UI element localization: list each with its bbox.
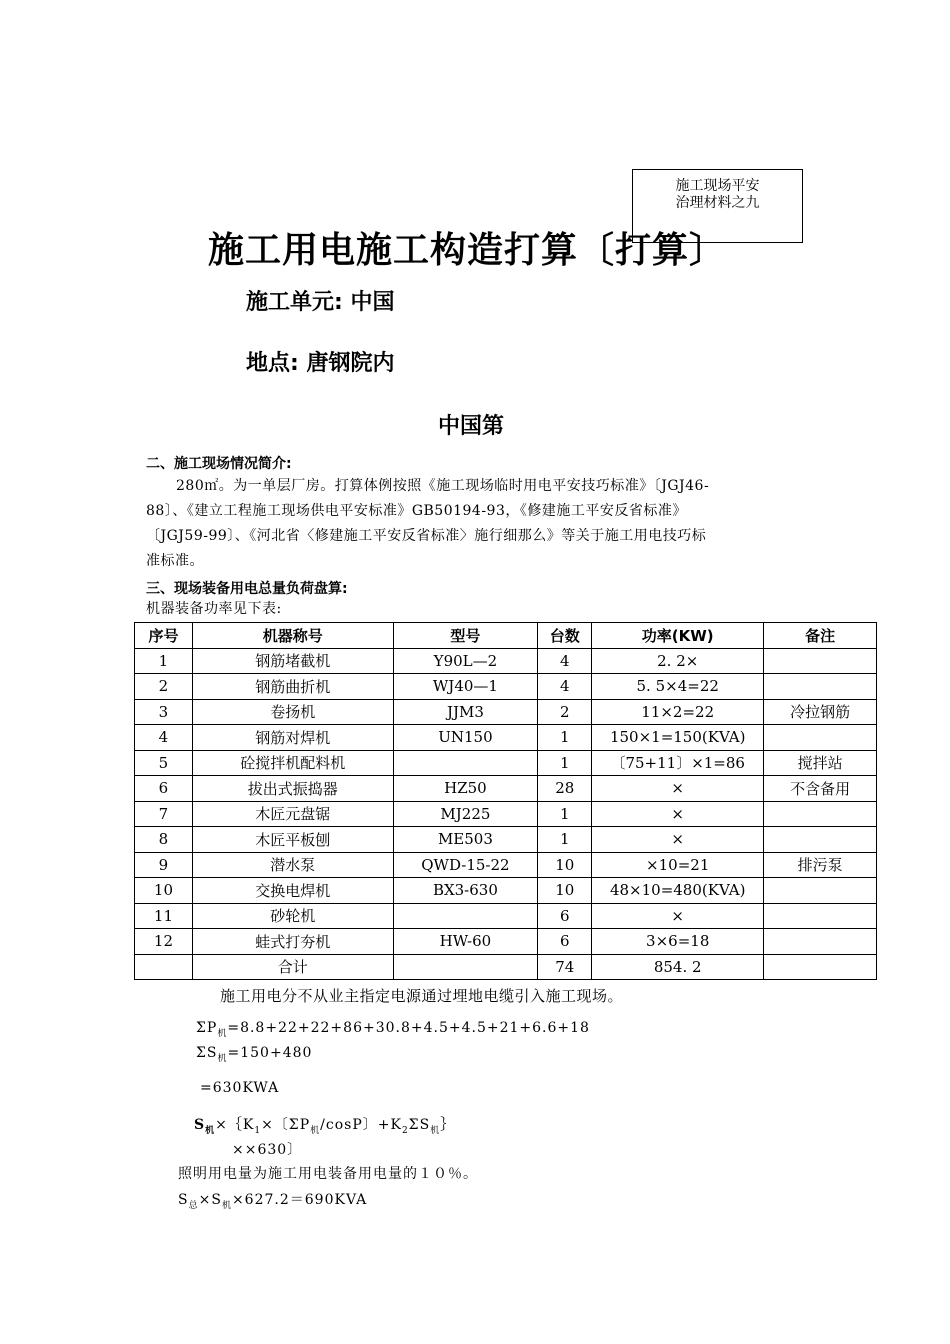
document-tag-line-2: 治理材料之九 xyxy=(675,195,760,211)
cell-model: HW-60 xyxy=(393,929,538,955)
cell-index: 11 xyxy=(135,903,193,929)
formula-text: ｝ xyxy=(440,1117,456,1133)
cell-quantity: 4 xyxy=(538,648,592,674)
cell-power: 48×10=480(KVA) xyxy=(592,878,764,904)
table-row xyxy=(135,827,877,853)
table-intro: 机器装备功率见下表: xyxy=(146,601,282,617)
cell-index: 8 xyxy=(135,827,193,853)
equipment-table xyxy=(134,622,877,980)
formula-text: ×627.2＝690KVA xyxy=(231,1192,368,1208)
cell-quantity: 6 xyxy=(538,903,592,929)
cell-power: × xyxy=(592,903,764,929)
formula-sum-s xyxy=(196,1045,312,1064)
formula-continuation: ××630〕 xyxy=(232,1142,303,1158)
cell-index: 5 xyxy=(135,750,193,776)
formula-subscript: 总 xyxy=(188,1200,199,1211)
cell-power: 150×1=150(KVA) xyxy=(592,725,764,751)
cell-model: UN150 xyxy=(393,725,538,751)
formula-sum-p xyxy=(196,1020,590,1039)
location: 地点: 唐钢院内 xyxy=(246,351,395,376)
cell-model xyxy=(393,903,538,929)
cell-index: 4 xyxy=(135,725,193,751)
formula-text: ×S xyxy=(198,1192,222,1208)
formula-text: ×｛K xyxy=(215,1117,255,1133)
paragraph-line: 88〕、《建立工程施工现场供电平安标准》GB50194-93，《修建施工平安反省标准》 xyxy=(146,503,687,519)
cell-model: QWD-15-22 xyxy=(393,852,538,878)
cell-remarks xyxy=(764,954,877,980)
cell-model: Y90L—2 xyxy=(393,648,538,674)
formula-text: S xyxy=(194,1117,206,1133)
cell-power: 11×2=22 xyxy=(592,699,764,725)
cell-remarks xyxy=(764,674,877,700)
cell-quantity: 1 xyxy=(538,827,592,853)
formula-subscript: 2 xyxy=(401,1125,409,1136)
formula-result: =630KWA xyxy=(200,1080,280,1096)
cell-power: × xyxy=(592,827,764,853)
table-row xyxy=(135,852,877,878)
center-heading: 中国第 xyxy=(438,414,505,439)
cell-remarks xyxy=(764,648,877,674)
power-source-note: 施工用电分不从业主指定电源通过埋地电缆引入施工现场。 xyxy=(220,987,624,1005)
cell-remarks: 不含备用 xyxy=(764,776,877,802)
cell-index: 6 xyxy=(135,776,193,802)
cell-power: 3×6=18 xyxy=(592,929,764,955)
table-row xyxy=(135,699,877,725)
table-row xyxy=(135,878,877,904)
cell-machine-name: 卷扬机 xyxy=(192,699,393,725)
table-row xyxy=(135,929,877,955)
formula-text: ΣS xyxy=(196,1045,218,1061)
cell-machine-name: 钢筋曲折机 xyxy=(192,674,393,700)
formula-subscript: 机 xyxy=(310,1125,321,1136)
header-machine-name: 机器称号 xyxy=(192,623,393,649)
cell-machine-name: 砼搅拌机配料机 xyxy=(192,750,393,776)
cell-model: WJ40—1 xyxy=(393,674,538,700)
cell-index xyxy=(135,954,193,980)
cell-index: 2 xyxy=(135,674,193,700)
cell-remarks xyxy=(764,801,877,827)
cell-machine-name: 钢筋堵截机 xyxy=(192,648,393,674)
cell-power: 2. 2× xyxy=(592,648,764,674)
formula-text: =150+480 xyxy=(227,1045,313,1061)
table-row xyxy=(135,776,877,802)
cell-remarks xyxy=(764,903,877,929)
cell-quantity: 10 xyxy=(538,878,592,904)
header-power: 功率(KW) xyxy=(592,623,764,649)
cell-quantity: 1 xyxy=(538,801,592,827)
cell-machine-name: 砂轮机 xyxy=(192,903,393,929)
cell-power: 〔75+11〕×1=86 xyxy=(592,750,764,776)
page-title: 施工用电施工构造打算〔打算〕 xyxy=(208,230,727,271)
cell-model: ME503 xyxy=(393,827,538,853)
cell-remarks: 冷拉钢筋 xyxy=(764,699,877,725)
formula-subscript: 1 xyxy=(254,1125,262,1136)
formula-subscript: 机 xyxy=(430,1125,441,1136)
cell-quantity: 2 xyxy=(538,699,592,725)
formula-text: ×〔ΣP xyxy=(261,1117,311,1133)
cell-quantity: 1 xyxy=(538,750,592,776)
cell-power: 854. 2 xyxy=(592,954,764,980)
header-index: 序号 xyxy=(135,623,193,649)
cell-machine-name: 钢筋对焊机 xyxy=(192,725,393,751)
paragraph-line: 准标准。 xyxy=(146,553,204,569)
construction-unit: 施工单元: 中国 xyxy=(246,290,395,315)
cell-index: 12 xyxy=(135,929,193,955)
section-2-heading: 二、施工现场情况简介: xyxy=(146,456,292,472)
formula-text: ΣS xyxy=(408,1117,431,1133)
cell-model xyxy=(393,750,538,776)
table-header-row xyxy=(135,623,877,649)
cell-remarks: 搅拌站 xyxy=(764,750,877,776)
formula-text: /cosP〕+K xyxy=(320,1117,402,1133)
section-2-paragraph xyxy=(146,474,709,574)
cell-machine-name: 交换电焊机 xyxy=(192,878,393,904)
cell-index: 3 xyxy=(135,699,193,725)
formula-subscript: 机 xyxy=(217,1053,228,1064)
cell-index: 9 xyxy=(135,852,193,878)
cell-power: × xyxy=(592,776,764,802)
cell-index: 10 xyxy=(135,878,193,904)
cell-quantity: 1 xyxy=(538,725,592,751)
cell-machine-name: 拔出式振捣器 xyxy=(192,776,393,802)
lighting-note: 照明用电量为施工用电装备用电量的１０％。 xyxy=(178,1166,478,1182)
cell-machine-name: 木匠平板刨 xyxy=(192,827,393,853)
table-row xyxy=(135,750,877,776)
formula-subscript: 机 xyxy=(217,1028,228,1039)
header-model: 型号 xyxy=(393,623,538,649)
cell-remarks xyxy=(764,827,877,853)
formula-s-machine xyxy=(194,1114,455,1136)
table-row xyxy=(135,674,877,700)
cell-model xyxy=(393,954,538,980)
cell-index: 1 xyxy=(135,648,193,674)
paragraph-line: 〔JGJ59-99〕、《河北省〈修建施工平安反省标准〉施行细那么》等关于施工用电技巧标 xyxy=(146,528,707,544)
cell-quantity: 6 xyxy=(538,929,592,955)
cell-quantity: 28 xyxy=(538,776,592,802)
cell-remarks: 排污泵 xyxy=(764,852,877,878)
cell-machine-name: 潜水泵 xyxy=(192,852,393,878)
header-quantity: 台数 xyxy=(538,623,592,649)
cell-remarks xyxy=(764,929,877,955)
cell-power: 5. 5×4=22 xyxy=(592,674,764,700)
cell-quantity: 10 xyxy=(538,852,592,878)
cell-remarks xyxy=(764,878,877,904)
cell-machine-name: 木匠元盘锯 xyxy=(192,801,393,827)
formula-text: ΣP xyxy=(196,1020,218,1036)
table-row xyxy=(135,648,877,674)
cell-model: HZ50 xyxy=(393,776,538,802)
cell-quantity: 4 xyxy=(538,674,592,700)
cell-model: BX3-630 xyxy=(393,878,538,904)
cell-machine-name: 合计 xyxy=(192,954,393,980)
formula-subscript: 机 xyxy=(205,1125,216,1136)
cell-model: JJM3 xyxy=(393,699,538,725)
cell-quantity: 74 xyxy=(538,954,592,980)
document-tag-line-1: 施工现场平安 xyxy=(675,178,760,194)
cell-power: × xyxy=(592,801,764,827)
formula-total xyxy=(178,1189,367,1211)
header-remarks: 备注 xyxy=(764,623,877,649)
formula-text: =8.8+22+22+86+30.8+4.5+4.5+21+6.6+18 xyxy=(227,1020,590,1036)
section-3-heading: 三、现场装备用电总量负荷盘算: xyxy=(146,581,348,597)
table-row xyxy=(135,801,877,827)
table-row xyxy=(135,954,877,980)
cell-model: MJ225 xyxy=(393,801,538,827)
table-row xyxy=(135,903,877,929)
table-row xyxy=(135,725,877,751)
cell-power: ×10=21 xyxy=(592,852,764,878)
formula-subscript: 机 xyxy=(221,1200,232,1211)
formula-text: S xyxy=(178,1192,189,1208)
cell-remarks xyxy=(764,725,877,751)
cell-machine-name: 蛙式打夯机 xyxy=(192,929,393,955)
paragraph-line: 280㎡。为一单层厂房。打算体例按照《施工现场临时用电平安技巧标准》〔JGJ46- xyxy=(176,478,710,494)
cell-index: 7 xyxy=(135,801,193,827)
